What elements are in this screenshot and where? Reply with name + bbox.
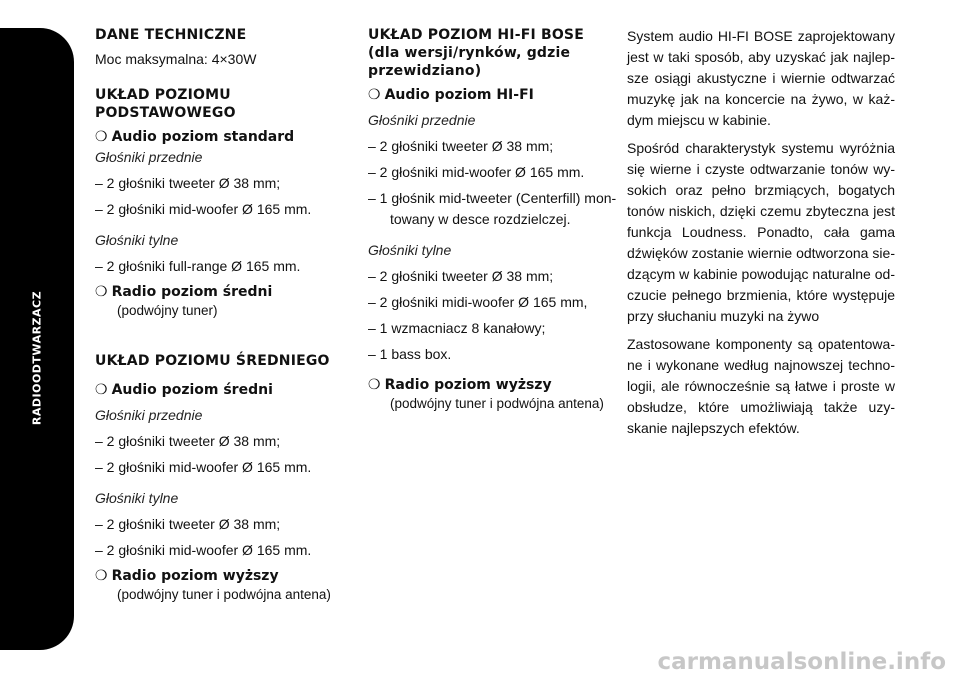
subheading-text: Radio poziom wyższy xyxy=(111,568,279,584)
radio-note: (podwójny tuner i podwójna antena) xyxy=(390,396,604,411)
spec-line: – 2 głośniki tweeter Ø 38 mm; xyxy=(95,516,281,532)
spec-line: – 2 głośniki mid-woofer Ø 165 mm. xyxy=(95,459,312,475)
side-tab xyxy=(0,28,74,687)
circle-bullet-icon: ❍ xyxy=(95,568,108,584)
subheading-radio-mid xyxy=(95,282,345,302)
column-1 xyxy=(95,26,345,604)
front-speakers-label: Głośniki przednie xyxy=(95,407,203,423)
radio-note: (podwójny tuner i podwójna antena) xyxy=(117,587,331,602)
subheading-text: Radio poziom wyższy xyxy=(384,377,552,393)
front-speakers-label: Głośniki przednie xyxy=(95,149,203,165)
subheading-text: Radio poziom średni xyxy=(111,284,273,300)
spec-line: – 2 głośniki mid-woofer Ø 165 mm. xyxy=(368,164,585,180)
rear-speakers-label: Głośniki tylne xyxy=(95,490,179,506)
spec-line: – 2 głośniki tweeter Ø 38 mm; xyxy=(95,433,281,449)
spec-line: – 2 głośniki tweeter Ø 38 mm; xyxy=(95,175,281,191)
spec-line: – 2 głośniki mid-woofer Ø 165 mm. xyxy=(95,542,312,558)
circle-bullet-icon: ❍ xyxy=(95,382,108,398)
heading-mid-level: UKŁAD POZIOMU ŚREDNIEGO xyxy=(95,353,330,369)
spec-line: – 2 głośniki midi-woofer Ø 165 mm, xyxy=(368,294,588,310)
circle-bullet-icon: ❍ xyxy=(368,377,381,393)
spec-line-cont: towany w desce rozdzielczej. xyxy=(390,211,571,227)
subheading-audio-standard xyxy=(95,127,345,147)
subheading-radio-high xyxy=(368,375,620,395)
rear-speakers-label: Głośniki tylne xyxy=(368,242,452,258)
spec-line: – 2 głośniki mid-woofer Ø 165 mm. xyxy=(95,201,312,217)
front-speakers-label: Głośniki przednie xyxy=(368,112,476,128)
subheading-text: Audio poziom średni xyxy=(111,382,273,398)
page-number: 250 xyxy=(26,665,66,687)
circle-bullet-icon: ❍ xyxy=(95,129,108,145)
radio-note: (podwójny tuner) xyxy=(117,303,218,318)
spec-line: – 1 głośnik mid-tweeter (Centerfill) mon- xyxy=(368,190,617,206)
subheading-radio-high xyxy=(95,566,345,586)
subheading-audio-mid xyxy=(95,380,345,400)
circle-bullet-icon: ❍ xyxy=(368,87,381,103)
heading-hifi-l2: (dla wersji/rynków, gdzie xyxy=(368,45,571,61)
heading-hifi-l3: przewidziano) xyxy=(368,63,482,79)
heading-basic-l2: PODSTAWOWEGO xyxy=(95,105,236,121)
column-3 xyxy=(627,26,895,446)
spec-line: – 2 głośniki tweeter Ø 38 mm; xyxy=(368,138,554,154)
section-label: RADIOODTWARZACZ xyxy=(30,290,44,426)
subheading-text: Audio poziom standard xyxy=(111,129,295,145)
paragraph-1: System audio HI-FI BOSE zaprojektowany jest w taki sposób, aby uzyskać jak najlepsze osiągi akustyczne i wiernie odtwarzać muzykę jak na koncercie na żywo, w każdym miejscu w kabinie. xyxy=(627,28,895,128)
circle-bullet-icon: ❍ xyxy=(95,284,108,300)
heading-dane-techniczne: DANE TECHNICZNE xyxy=(95,27,247,43)
column-2 xyxy=(368,26,620,413)
paragraph-2: Spośród charakterystyk systemu wyróżnia się wierne i czyste odtwarzanie tonów wysokich oraz pełno brzmiących, bogatych tonów niskich, dzięki czemu zbyteczna jest funkcja Loudness. Ponadto, cała gama dźwięków zostanie wiernie odtworzona siedzącym w kabinie powodując naturalne odczucie pełnego brzmienia, które występuje przy słuchaniu muzyki na żywo xyxy=(627,140,895,324)
watermark: carmanualsonline.info xyxy=(657,649,946,675)
rear-speakers-label: Głośniki tylne xyxy=(95,232,179,248)
spec-line: – 1 wzmacniacz 8 kanałowy; xyxy=(368,320,546,336)
paragraph-3: Zastosowane komponenty są opatentowane i wykonane według najnowszej technologii, ale równocześnie są łatwe i proste w obsłudze, które umożliwiają także uzyskanie najlepszych efektów. xyxy=(627,336,895,436)
spec-line: – 1 bass box. xyxy=(368,346,452,362)
subheading-text: Audio poziom HI-FI xyxy=(384,87,534,103)
max-power: Moc maksymalna: 4×30W xyxy=(95,51,257,67)
heading-hifi-l1: UKŁAD POZIOM HI-FI BOSE xyxy=(368,27,584,43)
spec-line: – 2 głośniki full-range Ø 165 mm. xyxy=(95,258,301,274)
spec-line: – 2 głośniki tweeter Ø 38 mm; xyxy=(368,268,554,284)
heading-basic-l1: UKŁAD POZIOMU xyxy=(95,87,231,103)
subheading-audio-hifi xyxy=(368,85,620,105)
